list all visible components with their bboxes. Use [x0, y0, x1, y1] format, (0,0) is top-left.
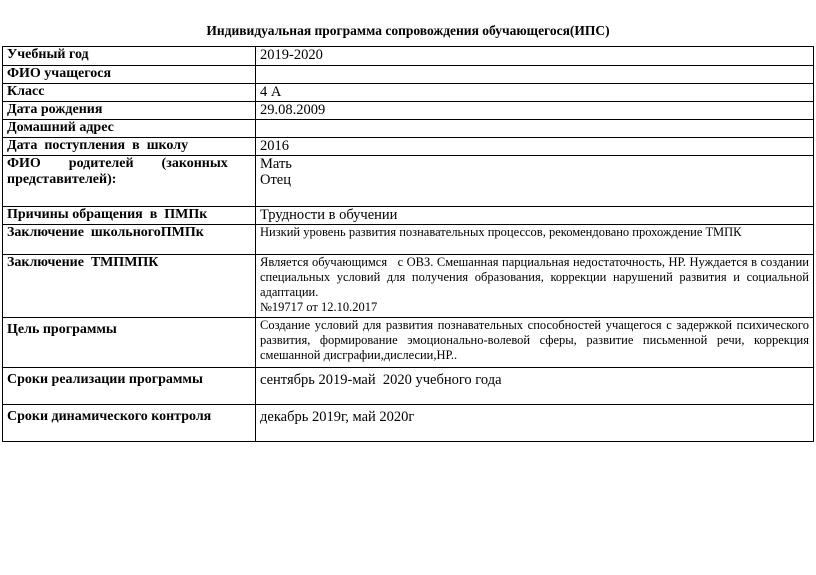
label-class: Класс: [3, 84, 256, 102]
table-row: [3, 368, 814, 405]
table-row: [3, 47, 814, 66]
table-row: [3, 255, 814, 318]
label-program-goal: Цель программы: [3, 318, 256, 368]
label-tmpmpk-conclusion: Заключение ТМПМПК: [3, 255, 256, 318]
label-dynamic-control: Сроки динамического контроля: [3, 405, 256, 442]
value-student-name: [256, 66, 814, 84]
label-school-pmpk-conclusion: Заключение школьногоПМПк: [3, 225, 256, 255]
value-program-goal: Создание условий для развития познавательных способностей учащегося с задержкой психического развития, формирование эмоционально-волевой сферы, развитие письменной речи, коррекция смешанной дисграфии,дислесии,НР..: [256, 318, 814, 368]
label-implementation-period: Сроки реализации программы: [3, 368, 256, 405]
label-school-year: Учебный год: [3, 47, 256, 66]
value-mother: Мать: [260, 156, 292, 172]
table-row: [3, 156, 814, 207]
label-admission-date: Дата поступления в школу: [3, 138, 256, 156]
label-referral-reasons: Причины обращения в ПМПк: [3, 207, 256, 225]
value-home-address: [256, 120, 814, 138]
value-birth-date: 29.08.2009: [256, 102, 814, 120]
value-dynamic-control: декабрь 2019г, май 2020г: [256, 405, 814, 442]
table-row: [3, 318, 814, 368]
table-row: [3, 66, 814, 84]
value-implementation-period: сентябрь 2019-май 2020 учебного года: [256, 368, 814, 405]
document-title: Индивидуальная программа сопровождения обучающегося(ИПС): [206, 23, 610, 38]
table-row: [3, 207, 814, 225]
value-tmpmpk-conclusion: [256, 255, 814, 318]
label-home-address: Домашний адрес: [3, 120, 256, 138]
table-row: [3, 138, 814, 156]
value-school-year: 2019-2020: [256, 47, 814, 66]
value-admission-date: 2016: [256, 138, 814, 156]
label-student-name: ФИО учащегося: [3, 66, 256, 84]
value-school-pmpk-conclusion: Низкий уровень развития познавательных процессов, рекомендовано прохождение ТМПК: [256, 225, 814, 255]
label-parents: [3, 156, 256, 207]
table-row: [3, 405, 814, 442]
value-tmpmpk-text: Является обучающимся с ОВЗ. Смешанная парциальная недостаточность, НР. Нуждается в создании специальных условий для получения образования, коррекции нарушений развития и социальной адаптации.: [260, 255, 813, 299]
table-row: [3, 84, 814, 102]
label-parents-line2: представителей):: [7, 172, 117, 187]
label-parents-line1: ФИО родителей (законных: [7, 156, 228, 171]
value-parents: [256, 156, 814, 207]
value-referral-reasons: Трудности в обучении: [256, 207, 814, 225]
ips-table: [2, 46, 814, 442]
label-birth-date: Дата рождения: [3, 102, 256, 120]
table-row: [3, 120, 814, 138]
table-row: [3, 225, 814, 255]
value-class: 4 А: [256, 84, 814, 102]
value-father: Отец: [260, 172, 292, 188]
table-row: [3, 102, 814, 120]
value-tmpmpk-number: №19717 от 12.10.2017: [260, 300, 378, 314]
